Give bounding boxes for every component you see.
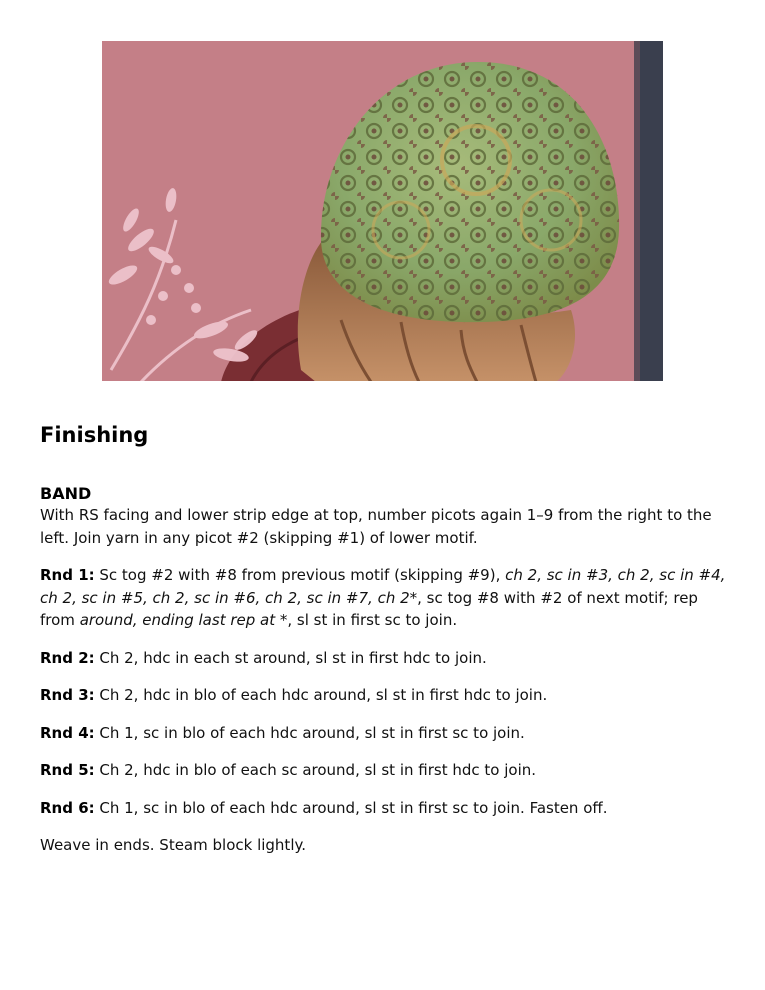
round-1	[40, 564, 730, 632]
round-text: Ch 2, hdc in blo of each hdc around, sl st in first hdc to join.	[94, 686, 548, 704]
round-label: Rnd 6:	[40, 798, 95, 817]
rounds-list	[40, 564, 730, 819]
round-label: Rnd 2:	[40, 648, 95, 667]
round-text: Ch 2, hdc in blo of each sc around, sl st in first hdc to join.	[94, 761, 537, 779]
round-text: , sc tog #8 with #2 of next motif; rep from	[40, 588, 698, 629]
closing-instruction: Weave in ends. Steam block lightly.	[40, 836, 306, 854]
hat-photo	[101, 40, 664, 382]
band-subheading: BAND	[40, 484, 92, 503]
round-text: ch 2, sc in #3, ch 2, sc in #4, ch 2, sc in #5, ch 2, sc in #6, ch 2, sc in #7, ch 2*	[40, 566, 726, 607]
hat-photo-illustration	[101, 40, 664, 382]
round-5	[40, 759, 730, 782]
round-text: around, ending last rep at *	[79, 611, 288, 629]
round-label: Rnd 3:	[40, 686, 95, 704]
round-text: Ch 2, hdc in each st around, sl st in first hdc to join.	[94, 648, 487, 667]
photo-post	[638, 40, 664, 382]
section-heading: Finishing	[40, 423, 149, 447]
round-6	[40, 797, 730, 820]
round-text: Ch 1, sc in blo of each hdc around, sl st in first sc to join. Fasten off.	[94, 798, 608, 817]
round-label: Rnd 4:	[40, 723, 95, 742]
round-text: Sc tog #2 with #8 from previous motif (skipping #9),	[94, 566, 506, 584]
round-label: Rnd 5:	[40, 761, 95, 779]
pattern-instructions	[40, 484, 730, 857]
round-label: Rnd 1:	[40, 566, 95, 584]
band-intro: With RS facing and lower strip edge at top, number picots again 1–9 from the right to the left. Join yarn in any picot #2 (skipping #1) of lower motif.	[40, 506, 712, 547]
round-text: Ch 1, sc in blo of each hdc around, sl st in first sc to join.	[94, 723, 525, 742]
round-3	[40, 684, 730, 707]
round-text: , sl st in first sc to join.	[287, 611, 458, 629]
round-4	[40, 722, 730, 745]
round-2	[40, 647, 730, 670]
